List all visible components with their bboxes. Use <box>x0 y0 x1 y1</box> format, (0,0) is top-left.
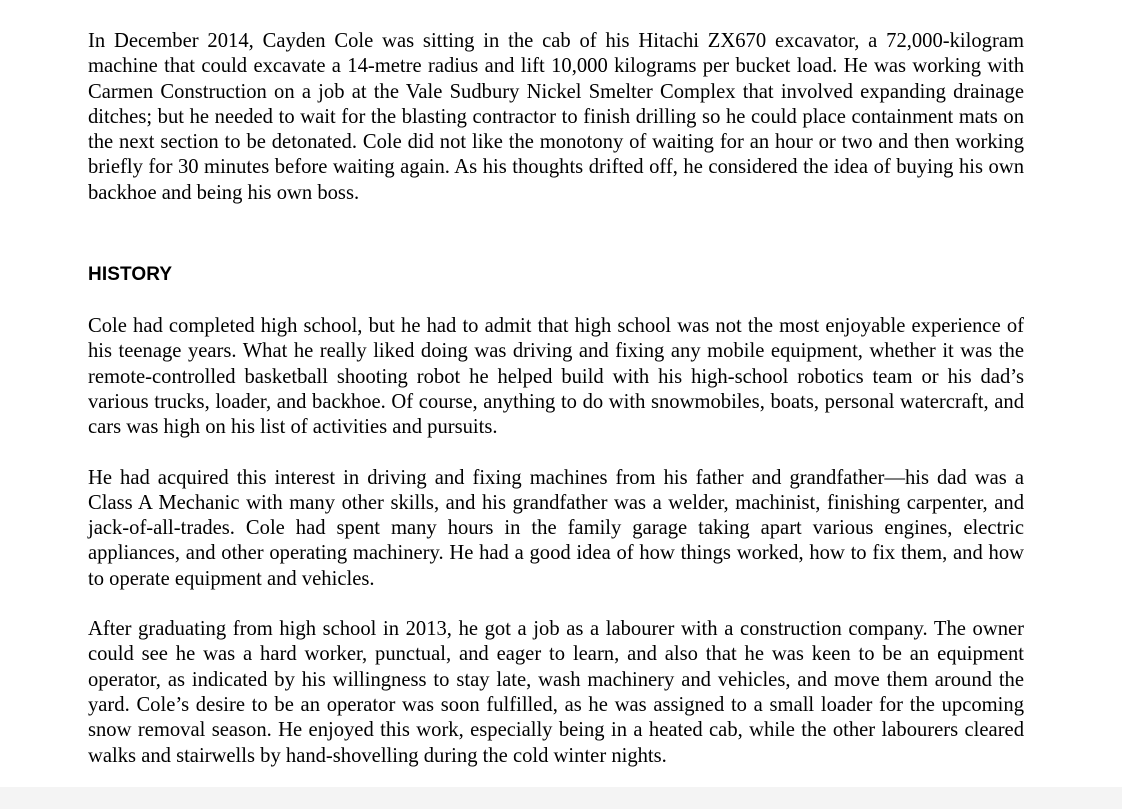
body-paragraph-1: Cole had completed high school, but he had to admit that high school was not the most enjoyable experience of his teenage years. What he really liked doing was driving and fixing any mobile equipment, whether it was the remote-controlled basketball shooting robot he helped build with his high-school robotics team or his dad’s various trucks, loader, and backhoe. Of course, anything to do with snowmobiles, boats, personal watercraft, and cars was high on his list of activities and pursuits. <box>88 315 1024 439</box>
intro-paragraph: In December 2014, Cayden Cole was sitting in the cab of his Hitachi ZX670 excavator, a 72,000-kilogram machine that could excavate a 14-metre radius and lift 10,000 kilograms per bucket load. He was working with Carmen Construction on a job at the Vale Sudbury Nickel Smelter Complex that involved expanding drainage ditches; but he needed to wait for the blasting contractor to finish drilling so he could place containment mats on the next section to be detonated. Cole did not like the monotony of waiting for an hour or two and then working briefly for 30 minutes before waiting again. As his thoughts drifted off, he considered the idea of buying his own backhoe and being his own boss. <box>88 30 1024 204</box>
page-bottom-edge <box>0 787 1122 809</box>
body-paragraph-3: After graduating from high school in 2013, he got a job as a labourer with a construction company. The owner could see he was a hard worker, punctual, and eager to learn, and also that he was keen to be an equipment operator, as indicated by his willingness to stay late, wash machinery and vehicles, and move them around the yard. Cole’s desire to be an operator was soon fulfilled, as he was assigned to a small loader for the upcoming snow removal season. He enjoyed this work, especially being in a heated cab, while the other labourers cleared walks and stairwells by hand-shovelling during the cold winter nights. <box>88 618 1024 767</box>
section-heading: HISTORY <box>88 264 173 286</box>
document-page <box>88 29 1024 769</box>
body-paragraph-2: He had acquired this interest in driving and fixing machines from his father and grandfather—his dad was a Class A Mechanic with many other skills, and his grandfather was a welder, machinist, finishing carpenter, and jack-of-all-trades. Cole had spent many hours in the family garage taking apart various engines, electric appliances, and other operating machinery. He had a good idea of how things worked, how to fix them, and how to operate equipment and vehicles. <box>88 466 1024 590</box>
